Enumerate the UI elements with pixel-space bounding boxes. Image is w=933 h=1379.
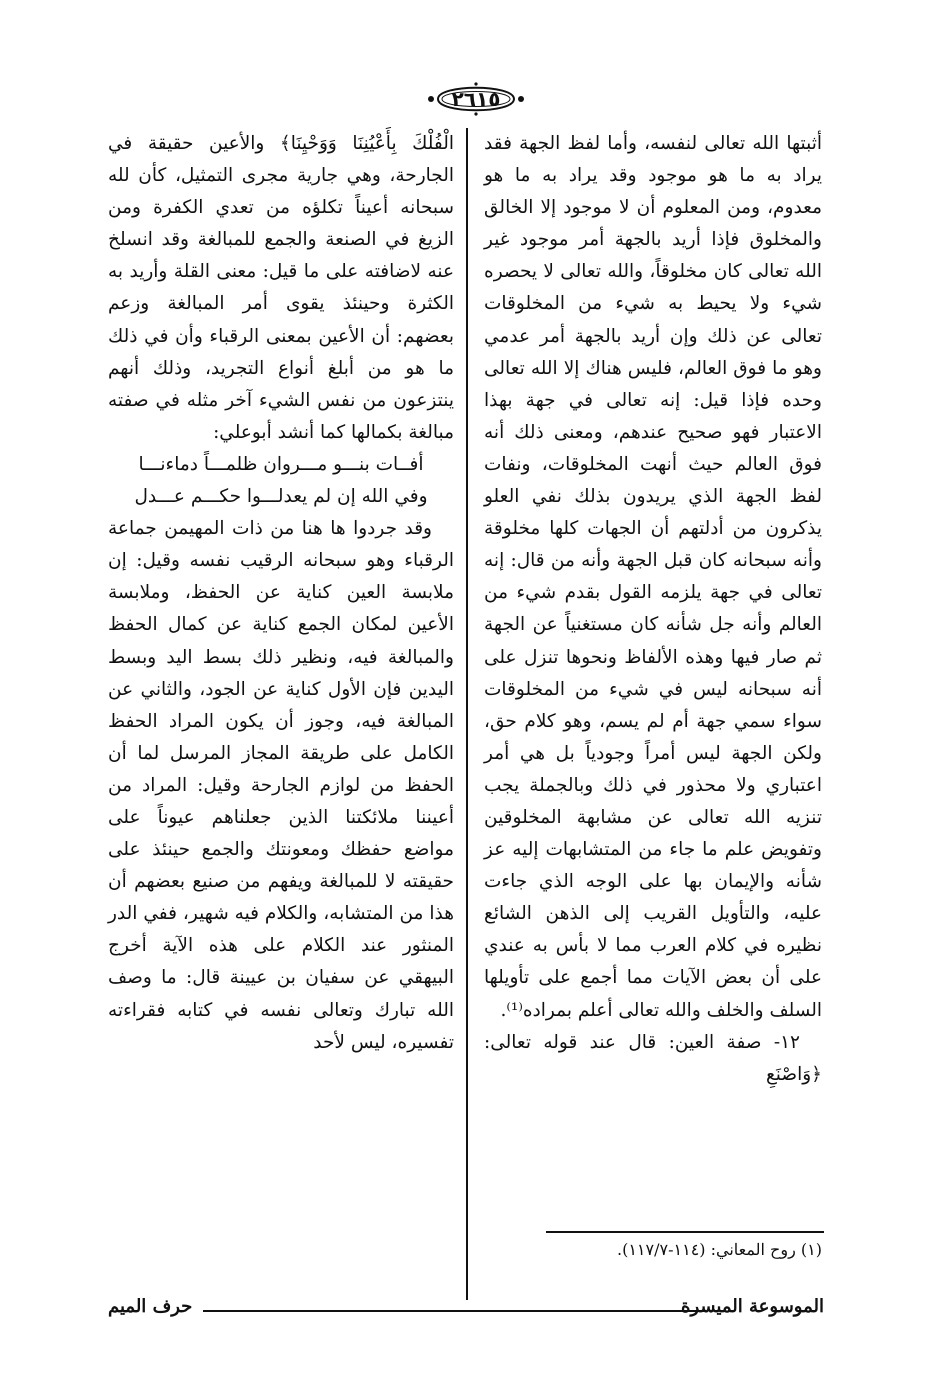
poem-verse: أفــات بنـــو مـــروان ظلمـــاً دماءنـــا	[138, 453, 424, 475]
page-number: ٢٦١٥	[451, 87, 501, 111]
left-column	[108, 128, 454, 1059]
page-footer	[108, 1292, 824, 1322]
body-paragraph: الْفُلْكَ بِأَعْيُنِنَا وَوَحْيِنَا﴾ والأعين حقيقة في الجارحة، وهي جارية مجرى التمثيل، كأن لله سبحانه أعيناً تكلؤه من تعدي الكفرة ومن الزيغ في الصنعة والجمع للمبالغة وقد انسلخ عنه لاضافته على ما قيل: معنى القلة وأريد به الكثرة وحينئذ يقوى أمر المبالغة وزعم بعضهم: أن الأعين بمعنى الرقباء وأن في ذلك ما هو من أبلغ أنواع التجريد، وذلك أنهم ينتزعون من نفس الشيء آخر مثله في صفته مبالغة بكمالها كما أنشد أبوعلي:	[108, 133, 454, 443]
footer-rule	[203, 1310, 706, 1312]
poem-verse: وفي الله إن لم يعدلـــوا حكـــم عـــدل	[134, 486, 428, 508]
footer-book-title: الموسوعة الميسرة	[681, 1296, 824, 1317]
footnote-rule	[546, 1231, 824, 1233]
footnote: (١) روح المعاني: (١١٤-١١٧/٧).	[617, 1240, 822, 1259]
page-number-ornament	[426, 80, 526, 118]
footer-section-title: حرف الميم	[108, 1296, 193, 1317]
body-paragraph: أثبتها الله تعالى لنفسه، وأما لفظ الجهة فقد يراد به ما هو موجود وقد يراد به ما هو معدوم، ومن المعلوم أن لا موجود إلا الخالق والمخلوق فإذا أريد بالجهة أمر موجود غير الله تعالى كان مخلوقاً، والله تعالى لا يحصره شيء ولا يحيط به شيء من المخلوقات تعالى عن ذلك وإن أريد بالجهة أمر عدمي وهو ما فوق العالم، فليس هناك إلا الله تعالى وحده فإذا قيل: إنه تعالى في جهة بهذا الاعتبار فهو صحيح عندهم، ومعنى ذلك أنه فوق العالم حيث أنهت المخلوقات، ونفات لفظ الجهة الذي يريدون بذلك نفي العلو يذكرون من أدلتهم أن الجهات كلها مخلوقة وأنه سبحانه كان قبل الجهة وأنه من قال: إنه تعالى في جهة يلزمه القول بقدم شيء من العالم وأنه جل شأنه كان مستغنياً عن الجهة ثم صار فيها وهذه الألفاظ ونحوها تنزل على أنه سبحانه ليس في شيء من المخلوقات سواء سمي جهة أم لم يسم، وهو كلام حق، ولكن الجهة ليس أمراً وجودياً بل هي أمر اعتباري ولا محذور في ذلك وبالجملة يجب تنزيه الله تعالى عن مشابهة المخلوقين وتفويض علم ما جاء من المتشابهات إليه عز شأنه والإيمان بها على الوجه الذي جاءت عليه، والتأويل القريب إلى الذهن الشائع نظيره في كلام العرب مما لا بأس به عندي على أن بعض الآيات مما أجمع على تأويلها السلف والخلف والله تعالى أعلم بمراده⁽¹⁾.	[484, 133, 822, 1021]
section-heading-paragraph: ١٢- صفة العين: قال عند قوله تعالى: ﴿وَاصْنَعِ	[484, 1031, 822, 1085]
column-divider	[466, 128, 468, 1300]
body-paragraph: وقد جردوا ها هنا من ذات المهيمن جماعة الرقباء وهو سبحانه الرقيب نفسه وقيل: إن ملابسة العين كناية عن الحفظ، وملابسة الأعين لمكان الجمع كناية عن كمال الحفظ والمبالغة فيه، ونظير ذلك بسط اليد وبسط اليدين فإن الأول كناية عن الجود، والثاني عن المبالغة فيه، وجوز أن يكون المراد الحفظ الكامل على طريقة المجاز المرسل لما أن الحفظ من لوازم الجارحة وقيل: المراد من أعيننا ملائكتنا الذين جعلناهم عيوناً على مواضع حفظك ومعونتك والجمع حينئذ على حقيقته لا للمبالغة ويفهم من صنيع بعضهم أن هذا من المتشابه، والكلام فيه شهير، ففي الدر المنثور عند الكلام على هذه الآية أخرج البيهقي عن سفيان بن عيينة قال: ما وصف الله تبارك وتعالى نفسه في كتابه فقراءته تفسيره، ليس لأحد	[108, 518, 454, 1053]
right-column	[484, 128, 822, 1091]
